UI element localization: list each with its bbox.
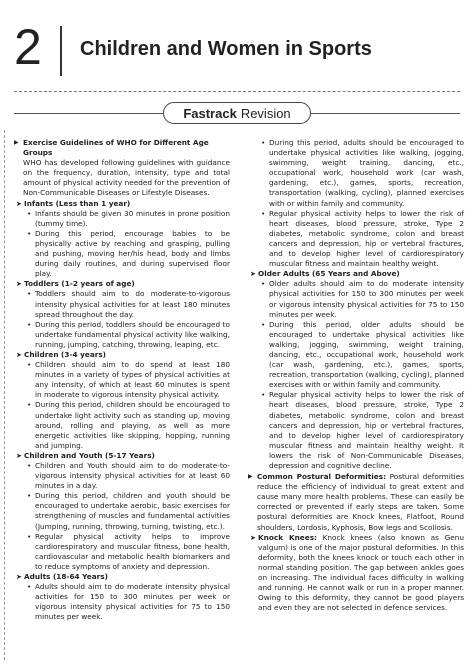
badge-revision: Revision — [240, 105, 291, 121]
knock-knees-text: Knock knees (also known as Genu valgum) is one of the major postural deformities. In this deformity, both the knees knock or touch each other in normal standing position. The gap between ankles goes on increasing. The individual faces difficulty in walking and running. He cannot walk or run in a proper manner. Owing to this deformity, they cannot be good players and even they are not selected in defence services. — [258, 532, 464, 613]
subheading-toddlers: ➤ Toddlers (1-2 years of age) — [16, 279, 135, 289]
margin-dash-rule — [4, 130, 5, 660]
badge-rule-left — [14, 113, 163, 114]
bullet-icon: • — [27, 228, 32, 238]
list-item: • Regular physical activity helps to improve cardiorespiratory and muscular fitness, bone health, cardiovascular and metabolic health biomarkers and to reduce symptoms of anxiety and depression. — [27, 531, 230, 571]
list-item: • Regular physical activity helps to lower the risk of heart diseases, blood pressure, stroke, Type 2 diabetes, metabolic syndrome, colon and breast cancers and depression, hip or vertebral fractures, and to develop higher level of cardiorespiratory muscular fitness and maintain healthy weight. — [261, 208, 464, 269]
postural-text: Postural deformities reduce the efficiency of individual to great extent and cause many more health problems. These can easily be corrected or prevented if early steps are taken. Some postural deformities are Knock knees, Flatfoot, Round shoulders, Lordosis, Kyphosis, Bow legs and Scoliosis. — [257, 472, 464, 532]
subheading-adults: ➤ Adults (18-64 Years) — [16, 572, 108, 582]
chevron-icon: ➤ — [250, 533, 256, 542]
who-guidelines-section — [14, 138, 230, 199]
knock-knees-item — [250, 533, 464, 614]
bullet-icon: • — [27, 360, 32, 370]
list-item: • Children should aim to do spend at least 180 minutes in a variety of types of physical activities at any intensity, of which at least 60 minutes is spent in moderate to vigorous intensity physical activity. — [27, 360, 230, 400]
chevron-icon: ➤ — [16, 573, 22, 582]
list-item: • During this period, encourage babies to be physically active by reaching and grasping, pulling and pushing, moving her/his head, body and limbs during daily routines, and during supervised floor play. — [27, 228, 230, 279]
list-item: • During this period, children should be encouraged to undertake light activity such as standing up, moving around, rolling and playing, as well as more energetic activities like skipping, hopping, running and jumping. — [27, 400, 230, 450]
bullet-icon: • — [27, 461, 32, 470]
chevron-icon: ➤ — [250, 270, 256, 279]
list-item: • Older adults should aim to do moderate intensity physical activities for 150 to 300 minutes per week or vigorous intensity physical activities for 75 to 150 minutes per week. — [261, 279, 464, 319]
list-item: • During this period, toddlers should be encouraged to undertake fundamental physical activity like walking, running, jumping, catching, throwing, leaping, etc. — [27, 319, 230, 349]
subheading-children: ➤ Children (3-4 years) — [16, 349, 107, 359]
list-item: • Children and Youth should aim to do moderate-to-vigorous intensity physical activities for at least 60 minutes in a day. — [27, 461, 230, 491]
header-dash-rule — [14, 91, 460, 92]
bullet-icon: • — [27, 400, 32, 410]
chapter-title: Children and Women in Sports — [80, 38, 372, 60]
chevron-icon: ➤ — [16, 451, 22, 460]
list-item: • During this period, adults should be encouraged to undertake physical activities like walking, jogging, swimming, weight training, dancing, etc., occupational work, household work (car wash, gardening, etc.), games, sports, recreation, transportation (walking, cycling), planned exercises with or within family and community. — [261, 138, 464, 208]
bullet-icon: • — [261, 319, 266, 329]
list-item: • Adults should aim to do moderate intensity physical activities for 150 to 300 minutes per week or vigorous intensity physical activities for 75 to 150 minutes per week. — [27, 582, 230, 622]
intro-paragraph: WHO has developed following guidelines with guidance on the frequency, duration, intensity, type and total amount of physical activity needed for the prevention of Non-Communicable Diseases or Lifestyle Diseases. — [23, 158, 230, 198]
bullet-icon: • — [261, 390, 266, 400]
subheading-older-adults: ➤ Older Adults (65 Years and Above) — [250, 269, 400, 279]
list-item: • Toddlers should aim to do moderate-to-vigorous intensity physical activities for at least 180 minutes spread throughout the day. — [27, 289, 230, 319]
postural-paragraph — [257, 472, 464, 533]
list-item: • During this period, older adults should be encouraged to undertake physical activities like walking, jogging, swimming, weight training, dancing, etc., occupational work, household work (car wash, gardening, etc.), games, sports, recreation, transportation (walking, cycling), planned exercises with or within family and community. — [261, 319, 464, 390]
subheading-youth: ➤ Children and Youth (5-17 Years) — [16, 450, 155, 460]
bullet-icon: • — [261, 138, 266, 147]
arrow-icon: ▶ — [14, 139, 19, 146]
arrow-icon: ▶ — [248, 473, 253, 481]
bullet-icon: • — [27, 491, 32, 501]
postural-deformities-section — [248, 472, 464, 533]
section-heading: Exercise Guidelines of WHO for Different Age Groups — [23, 138, 209, 158]
bullet-icon: • — [261, 279, 266, 289]
chapter-divider — [60, 26, 62, 76]
knock-knees-lead: Knock Knees: — [258, 532, 317, 542]
right-column — [248, 138, 464, 613]
subheading-infants: ➤ Infants (Less than 1 year) — [16, 198, 131, 208]
chevron-icon: ➤ — [16, 280, 22, 289]
chevron-icon: ➤ — [16, 350, 22, 359]
bullet-icon: • — [261, 208, 266, 218]
postural-lead: Common Postural Deformities: — [257, 472, 386, 482]
list-item: • Regular physical activity helps to lower the risk of heart diseases, blood pressure, stroke, Type 2 diabetes, metabolic syndrome, colon and breast cancers and depression, hip or vertebral fractures, and to develop higher level of cardiorespiratory muscular fitness and maintain healthy weight. It lowers the risk of Non-Communicable Diseases, depression and cognitive decline. — [261, 390, 464, 470]
chapter-header — [0, 0, 474, 92]
list-item: • Infants should be given 30 minutes in prone position (tummy time). — [27, 208, 230, 228]
left-column — [14, 138, 230, 623]
fastrack-revision-badge — [163, 102, 311, 124]
bullet-icon: • — [27, 319, 32, 329]
chapter-number: 2 — [14, 19, 42, 75]
badge-rule-right — [311, 113, 460, 114]
badge-fastrack: Fastrack — [183, 105, 237, 121]
bullet-icon: • — [27, 289, 32, 299]
bullet-icon: • — [27, 582, 32, 592]
bullet-icon: • — [27, 208, 32, 218]
bullet-icon: • — [27, 531, 32, 541]
list-item: • During this period, children and youth should be encouraged to undertake aerobic, basic exercises for strengthening of muscles and fundamental activities (Jumping, running, throwing, turning, twisting, etc.). — [27, 491, 230, 531]
chevron-icon: ➤ — [16, 199, 22, 208]
